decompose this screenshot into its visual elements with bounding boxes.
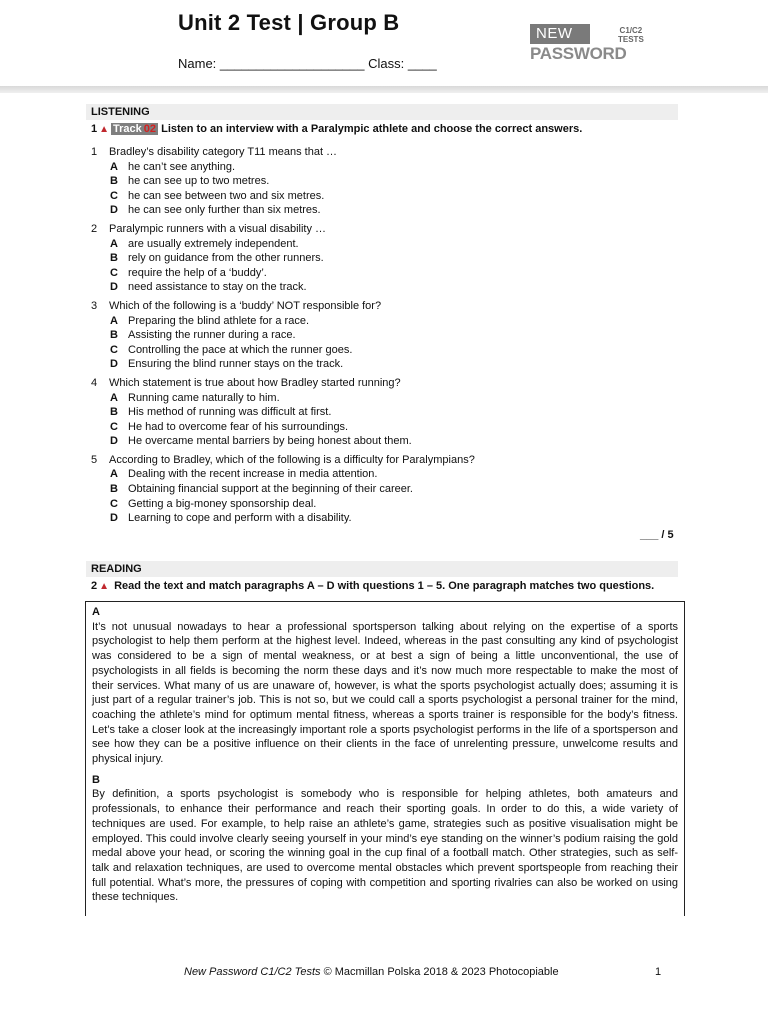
page-title: Unit 2 Test | Group B	[178, 10, 400, 35]
option-letter: C	[110, 497, 118, 510]
footer-copyright: © Macmillan Polska 2018 & 2023 Photocopiable	[320, 966, 559, 978]
answer-option[interactable]	[91, 266, 651, 281]
option-text: Obtaining financial support at the beginning of their career.	[128, 483, 413, 496]
paragraph-label: B	[92, 773, 100, 786]
question-item	[91, 222, 651, 295]
option-letter: C	[110, 266, 118, 279]
question-stem	[91, 222, 651, 237]
option-text: need assistance to stay on the track.	[128, 281, 307, 294]
option-text: Running came naturally to him.	[128, 391, 280, 404]
option-text: Learning to cope and perform with a disability.	[128, 512, 352, 525]
answer-option[interactable]	[91, 203, 651, 218]
answer-option[interactable]	[91, 328, 651, 343]
paragraph-text: It’s not unusual nowadays to hear a professional sportsperson talking about relying on the expertise of a sports psychologist to help them perform at the highest level. Indeed, whereas in the past consulting any kind of psychologist was considered to be a sign of mental weakness, or at best a sign of being a little unconventional, the use of psychologists in all fields is becoming the norm these days and it’s now much more respectable to make the most of their services. What many of us are unaware of, however, is what the sports psychologist actually does; assuming it is just part of a regular trainer’s job. This is not so, but we could call a sports psychologist a personal trainer for the mind, coaching the athlete’s mind for optimum mental fitness, whereas a sports trainer is responsible for the body’s fitness. Let’s take a closer look at the increasingly important role a sports psychologist performs in the life of a sportsperson and see how they can be a positive influence on their clients in the face of unrelenting pressure, unwelcome results and physical injury.	[92, 620, 678, 766]
logo-level-line1: C1/C2	[619, 26, 643, 35]
page-number: 1	[655, 966, 662, 978]
option-letter: A	[110, 391, 118, 404]
question-text: Which statement is true about how Bradley started running?	[109, 376, 401, 389]
question-number: 1	[91, 146, 98, 158]
listening-instruction	[91, 123, 582, 135]
footer-book-title: New Password C1/C2 Tests	[184, 966, 321, 978]
graduation-cap-icon: ▲	[99, 124, 110, 135]
answer-option[interactable]	[91, 391, 651, 406]
question-item	[91, 299, 651, 372]
answer-option[interactable]	[91, 343, 651, 358]
answer-option[interactable]	[91, 497, 651, 512]
option-letter: C	[110, 189, 118, 202]
option-text: Assisting the runner during a race.	[128, 329, 296, 342]
option-letter: C	[110, 343, 118, 356]
option-letter: B	[110, 406, 118, 419]
question-item	[91, 145, 651, 218]
exercise-number: 1	[91, 123, 98, 135]
instruction-text: Listen to an interview with a Paralympic athlete and choose the correct answers.	[161, 123, 583, 135]
option-letter: D	[110, 358, 118, 371]
option-text: His method of running was difficult at first.	[128, 406, 332, 419]
paragraph-label: A	[92, 606, 100, 618]
option-text: Dealing with the recent increase in media attention.	[128, 468, 378, 481]
option-letter: D	[110, 204, 118, 217]
track-label: Track	[113, 123, 142, 135]
footer	[184, 966, 559, 978]
question-item	[91, 453, 651, 526]
exercise-number: 2	[91, 580, 98, 592]
question-stem	[91, 376, 651, 391]
option-text: Controlling the pace at which the runner goes.	[128, 343, 353, 356]
option-letter: D	[110, 512, 118, 525]
answer-option[interactable]	[91, 357, 651, 372]
new-password-logo	[530, 24, 650, 64]
logo-level	[618, 26, 644, 44]
paragraph-text: By definition, a sports psychologist is somebody who is responsible for helping athletes, both amateurs and professionals, to enhance their performance and reach their sporting goals. In order to do this, a wide variety of techniques are used. For example, to help raise an athlete’s game, strategies such as positive visualisation might be employed. This could involve clearly seeing yourself in your mind’s eye standing on the winner’s podium raising the gold medal above your head, or scoring the winning goal in the cup final of a football match. Other strategies, such as self-talk and relaxation techniques, are used to overcome mental obstacles which prevent sportspeople from reaching their full potential. What’s more, the pressures of coping with competition and sporting rivalries can also be worked on using these techniques.	[92, 788, 678, 904]
question-text: According to Bradley, which of the following is a difficulty for Paralympians?	[109, 453, 475, 466]
header-divider	[0, 86, 768, 93]
graduation-cap-icon: ▲	[99, 581, 110, 592]
answer-option[interactable]	[91, 467, 651, 482]
reading-instruction	[91, 580, 654, 592]
option-text: he can see only further than six metres.	[128, 204, 321, 217]
question-text: Paralympic runners with a visual disability …	[109, 222, 327, 235]
option-letter: B	[110, 483, 118, 496]
answer-option[interactable]	[91, 251, 651, 266]
answer-option[interactable]	[91, 189, 651, 204]
answer-option[interactable]	[91, 482, 651, 497]
question-item	[91, 376, 651, 449]
reading-heading: READING	[86, 561, 678, 577]
question-stem	[91, 453, 651, 468]
option-letter: D	[110, 435, 118, 448]
option-text: He had to overcome fear of his surroundings.	[128, 420, 349, 433]
option-text: Getting a big-money sponsorship deal.	[128, 497, 317, 510]
option-text: he can’t see anything.	[128, 160, 236, 173]
answer-option[interactable]	[91, 405, 651, 420]
option-letter: A	[110, 314, 118, 327]
question-text: Bradley’s disability category T11 means that …	[109, 146, 338, 158]
logo-new: NEW	[530, 24, 590, 44]
question-number: 3	[91, 299, 98, 312]
answer-option[interactable]	[91, 237, 651, 252]
option-text: He overcame mental barriers by being honest about them.	[128, 435, 412, 448]
instruction-text: Read the text and match paragraphs A – D with questions 1 – 5. One paragraph matches two questions.	[114, 580, 655, 592]
option-letter: A	[110, 160, 118, 173]
name-class-line: Name: ____________________ Class: ____	[178, 56, 437, 71]
option-letter: B	[110, 175, 118, 188]
answer-option[interactable]	[91, 434, 651, 449]
option-letter: D	[110, 281, 118, 294]
option-text: are usually extremely independent.	[128, 237, 299, 250]
question-number: 5	[91, 453, 98, 466]
logo-level-line2: TESTS	[618, 35, 644, 44]
question-number: 2	[91, 222, 98, 235]
answer-option[interactable]	[91, 511, 651, 526]
option-text: require the help of a ‘buddy’.	[128, 266, 267, 279]
answer-option[interactable]	[91, 420, 651, 435]
question-list	[91, 145, 651, 530]
track-number: 02	[143, 123, 157, 135]
option-letter: B	[110, 329, 118, 342]
question-number: 4	[91, 376, 98, 389]
answer-option[interactable]	[91, 174, 651, 189]
score-box: ___ / 5	[640, 529, 674, 541]
option-text: Preparing the blind athlete for a race.	[128, 314, 310, 327]
listening-heading: LISTENING	[86, 104, 678, 120]
answer-option[interactable]	[91, 280, 651, 295]
option-letter: C	[110, 420, 118, 433]
question-stem	[91, 145, 651, 160]
option-text: rely on guidance from the other runners.	[128, 252, 324, 265]
option-letter: A	[110, 468, 118, 481]
answer-option[interactable]	[91, 314, 651, 329]
option-text: Ensuring the blind runner stays on the track.	[128, 358, 344, 371]
option-letter: A	[110, 237, 118, 250]
reading-text-box	[85, 601, 685, 916]
question-text: Which of the following is a ‘buddy’ NOT responsible for?	[109, 299, 382, 312]
option-letter: B	[110, 252, 118, 265]
option-text: he can see between two and six metres.	[128, 189, 325, 202]
answer-option[interactable]	[91, 160, 651, 175]
option-text: he can see up to two metres.	[128, 175, 270, 188]
logo-password: PASSWORD	[530, 44, 627, 63]
question-stem	[91, 299, 651, 314]
